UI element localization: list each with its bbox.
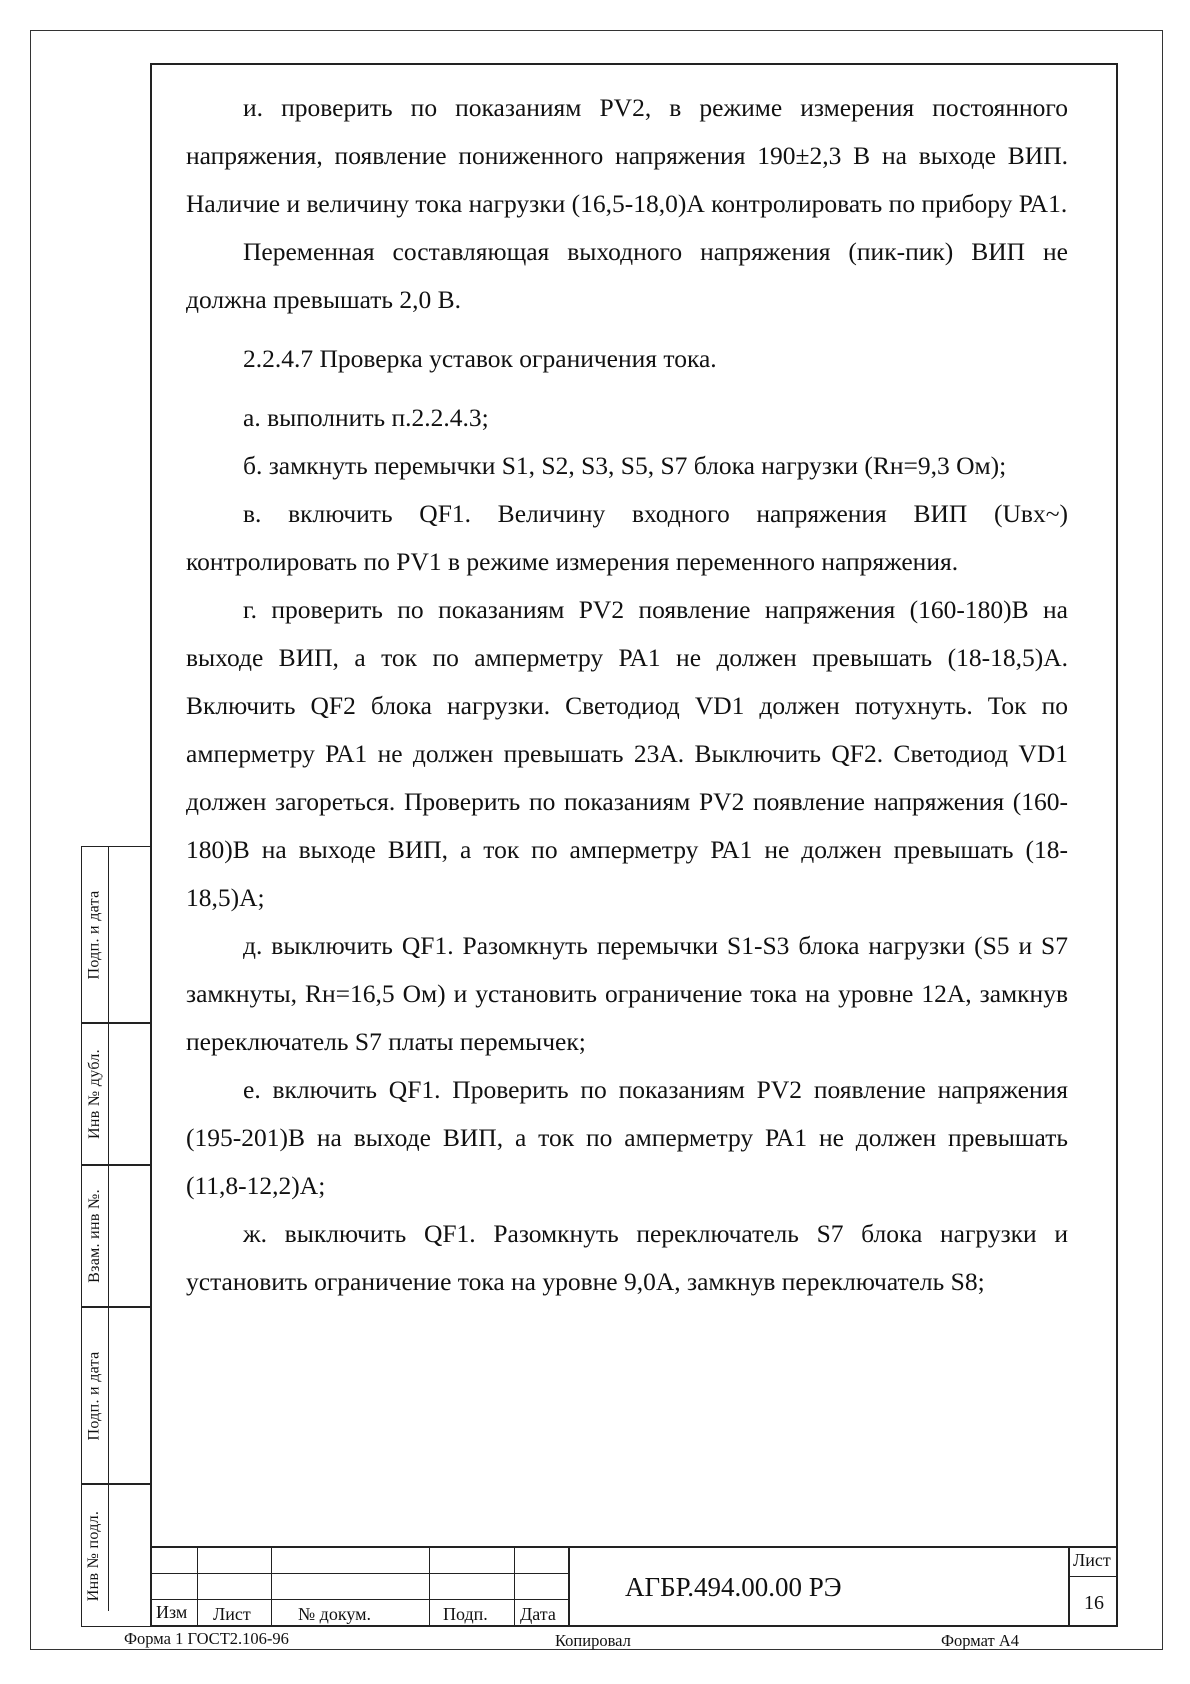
column-list: Лист (213, 1604, 251, 1624)
paragraph-zh: ж. выключить QF1. Разомкнуть переключатель S7 блока нагрузки и установить ограничение тока на уровне 9,0А, замкнув переключатель S8; (186, 1219, 1068, 1296)
paragraph-d: д. выключить QF1. Разомкнуть перемычки S1-S3 блока нагрузки (S5 и S7 замкнуты, Rн=16,5 Ом) и установить ограничение тока на уровне 12А, замкнув переключатель S7 платы перемычек; (186, 931, 1068, 1056)
paragraph-v: в. включить QF1. Величину входного напряжения ВИП (Uвх~) контролировать по PV1 в режиме измерения переменного напряжения. (186, 499, 1068, 576)
section-heading: 2.2.4.7 Проверка уставок ограничения тока. (243, 344, 717, 373)
document-code: АГБР.494.00.00 РЭ (625, 1572, 842, 1602)
strip-label-inv-dubl: Инв № дубл. (85, 1049, 103, 1139)
format-label: Формат А4 (941, 1631, 1020, 1650)
column-date: Дата (520, 1604, 556, 1624)
sheet-number: 16 (1084, 1592, 1104, 1614)
paragraph-i: и. проверить по показаниям PV2, в режиме измерения постоянного напряжения, появление пониженного напряжения 190±2,3 В на выходе ВИП. Наличие и величину тока нагрузки (16,5-18,0)А контролировать по прибору РА1. (186, 93, 1068, 218)
strip-divider (108, 846, 109, 1611)
document-body (186, 84, 1068, 1306)
column-doc-number: № докум. (298, 1604, 371, 1624)
title-block (150, 1546, 1118, 1627)
strip-label-inv-podl: Инв № подл. (85, 1510, 103, 1601)
paragraph-g: г. проверить по показаниям PV2 появление напряжения (160-180)В на выходе ВИП, а ток по амперметру РА1 не должен превышать (18-18,5)А. Включить QF2 блока нагрузки. Светодиод VD1 должен потухнуть. Ток по амперметру РА1 не должен превышать 23А. Выключить QF2. Светодиод VD1 должен загореться. Проверить по показаниям PV2 появление напряжения (160-180)В на выходе ВИП, а ток по амперметру РА1 не должен превышать (18-18,5)А; (186, 595, 1068, 912)
paragraph-e: е. включить QF1. Проверить по показаниям PV2 появление напряжения (195-201)В на выходе ВИП, а ток по амперметру РА1 не должен превышать (11,8-12,2)А; (186, 1075, 1068, 1200)
paragraph-a: а. выполнить п.2.2.4.3; (243, 403, 489, 432)
column-izm: Изм (156, 1602, 188, 1622)
strip-label-podp-data-1: Подп. и дата (85, 889, 103, 980)
sheet-label: Лист (1073, 1550, 1111, 1570)
strip-label-podp-data-2: Подп. и дата (85, 1350, 103, 1441)
paragraph-b: б. замкнуть перемычки S1, S2, S3, S5, S7 блока нагрузки (Rн=9,3 Ом); (243, 451, 1007, 480)
form-label: Форма 1 ГОСТ2.106-96 (124, 1629, 289, 1648)
paragraph-ripple: Переменная составляющая выходного напряжения (пик-пик) ВИП не должна превышать 2,0 В. (186, 237, 1068, 314)
strip-label-vzam-inv: Взам. инв №. (85, 1189, 103, 1283)
copied-label: Копировал (555, 1631, 631, 1650)
column-signature: Подп. (443, 1604, 488, 1624)
